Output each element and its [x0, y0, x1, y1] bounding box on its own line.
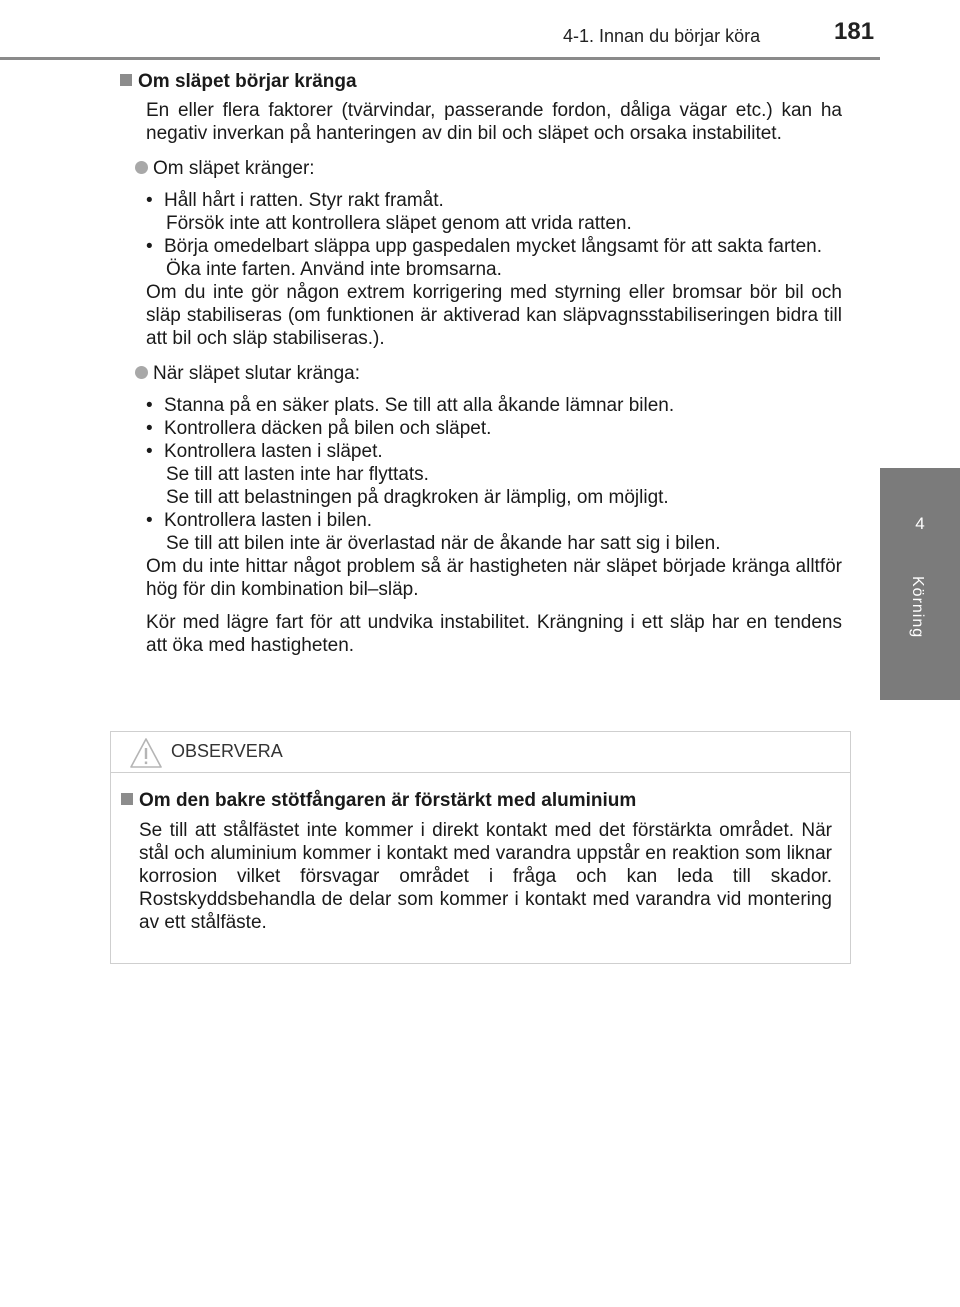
bullet-icon: • [146, 418, 153, 439]
section-heading-text: Om släpet börjar kränga [138, 71, 357, 92]
bullet-icon: • [146, 190, 153, 211]
header-rule [0, 57, 880, 60]
intro-paragraph: En eller flera faktorer (tvärvindar, passerande fordon, dåliga vägar etc.) kan ha negativ inverkan på hanteringen av din bil och släpet och orsaka instabilitet. [146, 100, 842, 144]
caution-box [110, 731, 851, 964]
main-content [125, 70, 842, 657]
follow-paragraph: Om du inte hittar något problem så är hastigheten när släpet började kränga alltför hög för din kombination bil–släp. [146, 556, 842, 600]
group-heading-text: Om släpet kränger: [153, 158, 315, 179]
list-item: • Håll hårt i ratten. Styr rakt framåt. Försök inte att kontrollera släpet genom att vrida ratten. [148, 189, 842, 235]
caution-label: OBSERVERA [171, 741, 283, 761]
follow-paragraph: Om du inte gör någon extrem korrigering med styrning eller bromsar bör bil och släp stabiliseras (om funktionen är aktiverad kan släpvagnsstabiliseringen bidra till att bil och släp stabiliseras.). [146, 282, 842, 349]
list-item: • Stanna på en säker plats. Se till att alla åkande lämnar bilen. [146, 395, 675, 416]
list-item-note: Se till att lasten inte har flyttats. [166, 464, 429, 485]
list-item-note: Försök inte att kontrollera släpet genom att vrida ratten. [166, 213, 632, 234]
section-heading [120, 70, 842, 93]
instruction-list-stopped [125, 394, 842, 555]
bullet-icon: • [146, 441, 153, 462]
caution-heading-text: Om den bakre stötfångaren är förstärkt med aluminium [139, 790, 637, 811]
list-item: • Kontrollera lasten i bilen. Se till att bilen inte är överlastad när de åkande har satt sig i bilen. [148, 509, 842, 555]
list-item: • Kontrollera däcken på bilen och släpet. [146, 418, 492, 439]
list-item: • Kontrollera lasten i släpet. Se till att lasten inte har flyttats. Se till att belastningen på dragkroken är lämplig, om möjligt. [148, 440, 842, 509]
list-item-note: Öka inte farten. Använd inte bromsarna. [166, 259, 502, 280]
closing-paragraph: Kör med lägre fart för att undvika instabilitet. Krängning i ett släp har en tendens att öka med hastigheten. [146, 612, 842, 656]
circle-bullet-icon [135, 161, 148, 174]
list-item: • Börja omedelbart släppa upp gaspedalen mycket långsamt för att sakta farten. Öka inte farten. Använd inte bromsarna. [148, 235, 842, 281]
page-number: 181 [834, 18, 875, 45]
square-bullet-icon [121, 793, 133, 805]
chapter-side-tab [880, 468, 960, 700]
header-section-title: 4-1. Innan du börjar köra [563, 26, 761, 46]
group-heading-text: När släpet slutar kränga: [153, 363, 360, 384]
group-heading-swaying [135, 157, 842, 180]
warning-triangle-icon [129, 737, 163, 769]
group-heading-stopped [135, 362, 842, 385]
bullet-icon: • [146, 236, 153, 257]
caution-heading [121, 789, 832, 812]
caution-header [111, 732, 850, 773]
bullet-icon: • [146, 395, 153, 416]
caution-paragraph: Se till att stålfästet inte kommer i direkt kontakt med det förstärkta området. När stål och aluminium kommer i kontakt med varandra uppstår en reaktion som liknar korrosion vilket försvagar området i fråga och kan leda till skador. Rostskyddsbehandla de delar som kommer i kontakt med varandra vid montering av ett stålfäste. [139, 820, 832, 933]
chapter-number: 4 [915, 514, 925, 533]
chapter-label: Körning [909, 576, 926, 639]
list-item-note: Se till att bilen inte är överlastad när de åkande har satt sig i bilen. [166, 533, 721, 554]
instruction-list-swaying [125, 189, 842, 281]
caution-body [111, 773, 850, 934]
square-bullet-icon [120, 74, 132, 86]
list-item-note: Se till att belastningen på dragkroken är lämplig, om möjligt. [166, 487, 669, 508]
circle-bullet-icon [135, 366, 148, 379]
bullet-icon: • [146, 510, 153, 531]
